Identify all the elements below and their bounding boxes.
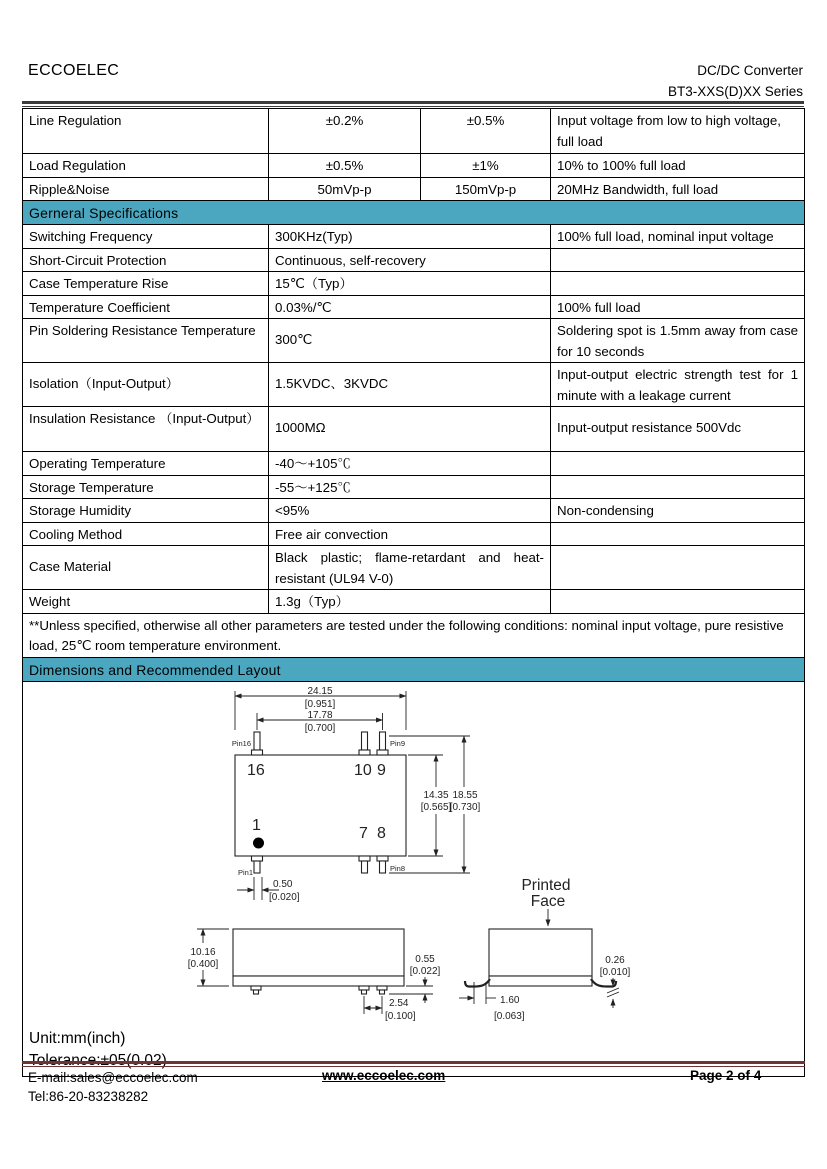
spec-value: 1.5KVDC、3KVDC	[269, 363, 551, 407]
footer-tel: Tel:86-20-83238282	[28, 1089, 149, 1104]
pin1-polarity-dot	[253, 837, 264, 848]
dim-pin-span-mm: 17.78	[307, 709, 333, 721]
printed-face-line1: Printed	[521, 876, 571, 894]
spec-note: Soldering spot is 1.5mm away from case for 10 seconds	[551, 319, 805, 363]
side-view	[233, 929, 404, 994]
footer-page-number: Page 2 of 4	[690, 1068, 762, 1083]
dim-pin-width-in: [0.020]	[269, 891, 300, 903]
spec-label: Ripple&Noise	[23, 177, 269, 201]
dim-body-height-in: [0.565]	[420, 801, 452, 813]
spec-label: Weight	[23, 590, 269, 614]
dim-foot-length-mm: 1.60	[500, 994, 520, 1006]
pin1-label: Pin1	[237, 867, 253, 877]
pin16-label: Pin16	[231, 738, 251, 748]
dim-pin-pitch-mm: 2.54	[389, 997, 409, 1009]
dim-body-height-mm: 14.35	[423, 789, 449, 801]
spec-note	[551, 452, 805, 476]
table-row	[23, 295, 805, 319]
spec-value: 300KHz(Typ)	[269, 225, 551, 249]
footer-rule	[22, 1061, 805, 1067]
dim-pin-height-in: [0.730]	[449, 801, 481, 813]
spec-note	[551, 546, 805, 590]
table-row	[23, 452, 805, 476]
table-row	[23, 177, 805, 201]
spec-label: Isolation（Input-Output）	[23, 363, 269, 407]
spec-label: Switching Frequency	[23, 225, 269, 249]
spec-label: Case Temperature Rise	[23, 272, 269, 296]
series-title: BT3-XXS(D)XX Series	[667, 84, 803, 99]
pad-7: 7	[359, 824, 368, 842]
spec-note	[551, 272, 805, 296]
spec-value: 0.03%/℃	[269, 295, 551, 319]
table-row	[23, 363, 805, 407]
spec-label: Load Regulation	[23, 154, 269, 178]
spec-typ-value: ±0.5%	[269, 154, 421, 178]
spec-max-value: ±1%	[421, 154, 551, 178]
table-row	[23, 248, 805, 272]
spec-note: 100% full load, nominal input voltage	[551, 225, 805, 249]
spec-note: 100% full load	[551, 295, 805, 319]
tolerance-note: Tolerance:±05(0.02)	[29, 1051, 167, 1069]
spec-label: Temperature Coefficient	[23, 295, 269, 319]
table-row	[23, 475, 805, 499]
table-row	[23, 154, 805, 178]
package-dimension-drawing	[23, 682, 803, 1074]
spec-note: Non-condensing	[551, 499, 805, 523]
spec-note: Input-output resistance 500Vdc	[551, 407, 805, 452]
spec-value: -40～+105℃	[269, 452, 551, 476]
dim-foot-thickness-mm: 0.26	[605, 954, 625, 966]
company-logo-text: ECCOELEC	[28, 62, 120, 79]
printed-face-line2: Face	[530, 892, 566, 910]
footer-email: E-mail:sales@eccoelec.com	[28, 1070, 198, 1085]
pad-16: 16	[247, 761, 265, 779]
spec-max-value: ±0.5%	[421, 109, 551, 154]
spec-note	[551, 522, 805, 546]
table-row	[23, 272, 805, 296]
table-row	[23, 522, 805, 546]
table-row	[23, 546, 805, 590]
pad-9: 9	[377, 761, 386, 779]
spec-note	[551, 248, 805, 272]
dim-pin-width-mm: 0.50	[273, 878, 293, 890]
pad-1: 1	[252, 816, 261, 834]
pad-8: 8	[377, 824, 386, 842]
spec-note	[551, 475, 805, 499]
header-rule	[22, 101, 804, 107]
unit-note: Unit:mm(inch)	[29, 1029, 126, 1047]
section-title-general: Gerneral Specifications	[23, 201, 805, 225]
spec-typ-value: ±0.2%	[269, 109, 421, 154]
drawing-row	[23, 681, 805, 1076]
dim-case-height-in: [0.400]	[187, 958, 219, 970]
spec-label: Short-Circuit Protection	[23, 248, 269, 272]
spec-label: Storage Humidity	[23, 499, 269, 523]
spec-value: Black plastic; flame-retardant and heat-resistant (UL94 V-0)	[269, 546, 551, 590]
table-row	[23, 225, 805, 249]
spec-note: Input voltage from low to high voltage, full load	[551, 109, 805, 154]
dimensions-drawing-cell	[23, 681, 805, 1076]
product-title: DC/DC Converter	[697, 63, 803, 78]
footer-contact-block	[28, 1068, 198, 1106]
table-row	[23, 407, 805, 452]
spec-label: Insulation Resistance （Input-Output）	[23, 407, 269, 452]
spec-label: Pin Soldering Resistance Temperature	[23, 319, 269, 363]
spec-label: Storage Temperature	[23, 475, 269, 499]
pad-10: 10	[354, 761, 372, 779]
spec-label: Cooling Method	[23, 522, 269, 546]
spec-label: Operating Temperature	[23, 452, 269, 476]
dim-pin-span-in: [0.700]	[304, 722, 336, 734]
top-view	[235, 732, 406, 873]
spec-value: Continuous, self-recovery	[269, 248, 551, 272]
dim-overall-width-in: [0.951]	[304, 698, 336, 710]
document-title-block	[668, 60, 803, 102]
dim-case-height-mm: 10.16	[190, 946, 216, 958]
spec-label: Line Regulation	[23, 109, 269, 154]
spec-value: 15℃（Typ）	[269, 272, 551, 296]
section-header-row	[23, 657, 805, 681]
spec-value: <95%	[269, 499, 551, 523]
front-view	[489, 929, 592, 986]
footer-website-link[interactable]: www.eccoelec.com	[322, 1068, 446, 1083]
test-conditions-note: **Unless specified, otherwise all other parameters are tested under the following conditions: nominal input voltage, pure resistive load, 25℃ room temperature environment.	[23, 613, 805, 657]
spec-value: 1000MΩ	[269, 407, 551, 452]
pin9-label: Pin9	[390, 738, 406, 748]
spec-value: 1.3g（Typ）	[269, 590, 551, 614]
spec-note: 20MHz Bandwidth, full load	[551, 177, 805, 201]
spec-note: 10% to 100% full load	[551, 154, 805, 178]
spec-table	[22, 108, 805, 1077]
spec-value: 300℃	[269, 319, 551, 363]
spec-value: Free air convection	[269, 522, 551, 546]
dim-pin-pitch-in: [0.100]	[385, 1010, 416, 1022]
spec-max-value: 150mVp-p	[421, 177, 551, 201]
printed-face-annotation	[521, 877, 570, 910]
spec-note	[551, 590, 805, 614]
table-row	[23, 319, 805, 363]
spec-value: -55～+125℃	[269, 475, 551, 499]
spec-note: Input-output electric strength test for 1 minute with a leakage current	[551, 363, 805, 407]
dim-standoff-mm: 0.55	[415, 953, 435, 965]
dim-foot-thickness-in: [0.010]	[599, 966, 631, 978]
table-row	[23, 499, 805, 523]
pin8-label: Pin8	[390, 863, 406, 873]
section-header-row	[23, 201, 805, 225]
spec-typ-value: 50mVp-p	[269, 177, 421, 201]
footnote-row	[23, 613, 805, 657]
dim-overall-width-mm: 24.15	[307, 685, 333, 697]
section-title-dimensions: Dimensions and Recommended Layout	[23, 657, 805, 681]
table-row	[23, 590, 805, 614]
dim-standoff-in: [0.022]	[409, 965, 441, 977]
dim-pin-height-mm: 18.55	[452, 789, 478, 801]
spec-label: Case Material	[23, 546, 269, 590]
dim-foot-length-in: [0.063]	[494, 1010, 525, 1022]
table-row	[23, 109, 805, 154]
